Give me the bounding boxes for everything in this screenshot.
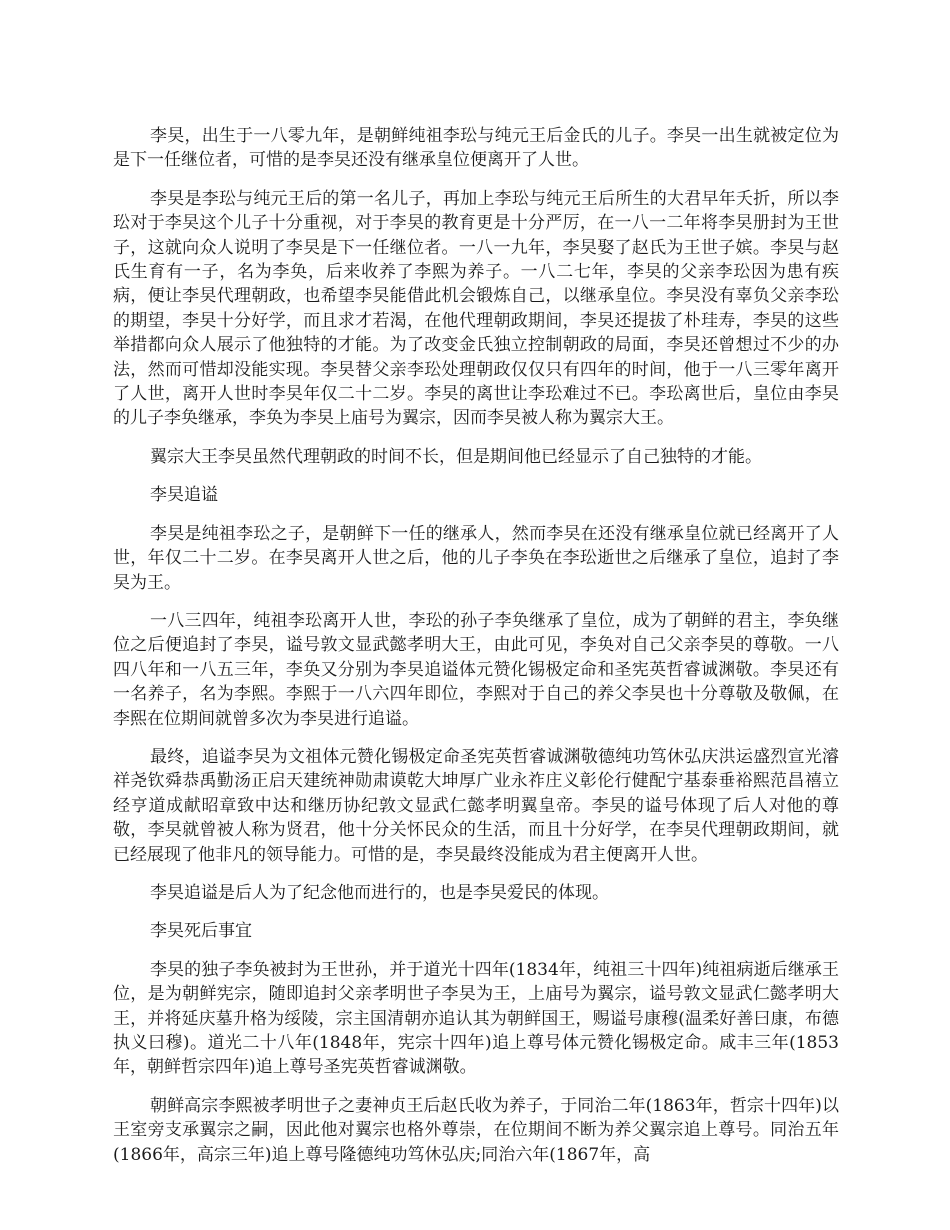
paragraph-biography: 李旲是李玜与纯元王后的第一名儿子，再加上李玜与纯元王后所生的大君早年夭折，所以李玜对于李旲这个儿子十分重视，对于李旲的教育更是十分严厉，在一八一二年将李旲册封为王世子，这就向众人说明了李旲是下一任继位者。一八一九年，李旲娶了赵氏为王世子嫔。李旲与赵氏生育有一子，名为李奂，后来收养了李熙为养子。一八二七年，李旲的父亲李玜因为患有疾病，便让李旲代理朝政，也希望李旲能借此机会锻炼自己，以继承皇位。李旲没有辜负父亲李玜的期望，李旲十分好学，而且求才若渴，在他代理朝政期间，李旲还提拔了朴珪寿，李旲的这些举措都向众人展示了他独特的才能。为了改变金氏独立控制朝政的局面，李旲还曾想过不少的办法，然而可惜却没能实现。李旲替父亲李玜处理朝政仅仅只有四年的时间，他于一八三零年离开了人世，离开人世时李旲年仅二十二岁。李旲的离世让李玜难过不已。李玜离世后，皇位由李旲的儿子李奂继承，李奂为李旲上庙号为翼宗，因而李旲被人称为翼宗大王。	[113, 188, 839, 429]
section-heading-posthumous-titles: 李旲追谥	[150, 485, 218, 506]
section-heading-after-death: 李旲死后事宜	[150, 921, 252, 942]
document-page	[113, 124, 839, 1181]
paragraph-summary: 翼宗大王李旲虽然代理朝政的时间不长，但是期间他已经显示了自己独特的才能。	[150, 446, 762, 467]
paragraph-adopted-son: 朝鲜高宗李熙被孝明世子之妻神贞王后赵氏收为养子，于同治二年(1863年，哲宗十四年)以王室旁支承翼宗之嗣，因此他对翼宗也格外尊崇，在位期间不断为养父翼宗追上尊号。同治五年(1866年，高宗三年)追上尊号隆德纯功笃休弘庆;同治六年(1867年，高	[113, 1095, 839, 1165]
paragraph-son-succession: 李旲的独子李奂被封为王世孙，并于道光十四年(1834年，纯祖三十四年)纯祖病逝后继承王位，是为朝鲜宪宗，随即追封父亲孝明世子李旲为王，上庙号为翼宗，谥号敦文显武仁懿孝明大王，并将延庆墓升格为绥陵，宗主国清朝亦追认其为朝鲜国王，赐谥号康穆(温柔好善曰康，布德执义曰穆)。道光二十八年(1848年，宪宗十四年)追上尊号体元赞化锡极定命。咸丰三年(1853年，朝鲜哲宗四年)追上尊号圣宪英哲睿诚渊敬。	[113, 959, 839, 1078]
paragraph-birth: 李旲，出生于一八零九年，是朝鲜纯祖李玜与纯元王后金氏的儿子。李旲一出生就被定位为是下一任继位者，可惜的是李旲还没有继承皇位便离开了人世。	[113, 126, 839, 171]
paragraph-1834: 一八三四年，纯祖李玜离开人世，李玜的孙子李奂继承了皇位，成为了朝鲜的君主，李奂继位之后便追封了李旲，谥号敦文显武懿孝明大王，由此可见，李奂对自己父亲李旲的尊敬。一八四八年和一八五三年，李奂又分别为李旲追谥体元赞化锡极定命和圣宪英哲睿诚渊敬。李旲还有一名养子，名为李熙。李熙于一八六四年即位，李熙对于自己的养父李旲也十分尊敬及敬佩，在李熙在位期间就曾多次为李旲进行追谥。	[113, 610, 839, 729]
paragraph-final-title: 最终，追谥李旲为文祖体元赞化锡极定命圣宪英哲睿诚渊敬德纯功笃休弘庆洪运盛烈宣光濬祥尧钦舜恭禹勤汤正启天建统神勋肃谟乾大坤厚广业永祚庄义彰伦行健配宁基泰垂裕熙范昌禧立经亨道成献昭章致中达和继历协纪敦文显武仁懿孝明翼皇帝。李旲的谥号体现了后人对他的尊敬，李旲就曾被人称为贤君，他十分关怀民众的生活，而且十分好学，在李旲代理朝政期间，就已经展现了他非凡的领导能力。可惜的是，李旲最终没能成为君主便离开人世。	[113, 746, 839, 865]
paragraph-commemoration: 李旲追谥是后人为了纪念他而进行的，也是李旲爱民的体现。	[150, 882, 609, 903]
paragraph-heir: 李旲是纯祖李玜之子，是朝鲜下一任的继承人，然而李旲在还没有继承皇位就已经离开了人世，年仅二十二岁。在李旲离开人世之后，他的儿子李奂在李玜逝世之后继承了皇位，追封了李旲为王。	[113, 523, 839, 593]
